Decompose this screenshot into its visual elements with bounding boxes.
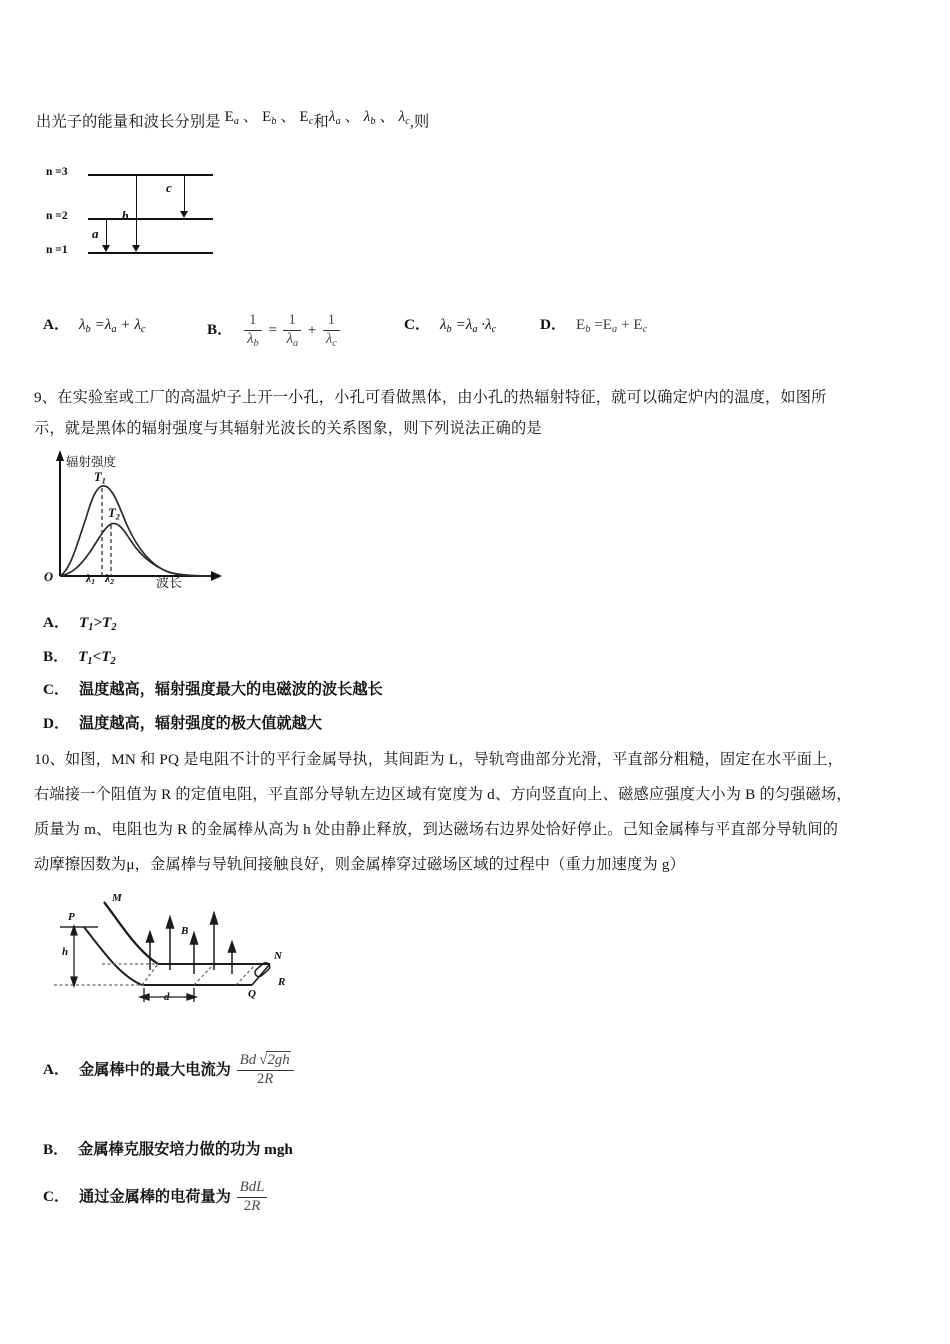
rail-label-p: P <box>68 911 75 923</box>
q8-option-a-label: A． <box>43 316 70 333</box>
q8-option-d[interactable] <box>540 313 647 335</box>
transition-arrow-a-head <box>102 245 110 252</box>
level-label-n2: n =2 <box>46 210 68 222</box>
q9-option-c-label: C． <box>43 681 70 698</box>
q10-option-a[interactable] <box>43 1053 296 1087</box>
q10-stem-line-1: 10、如图，MN 和 PQ 是电阻不计的平行金属导执，其间距为 L，导轨弯曲部分光滑，平直部分粗糙，固定在水平面上， <box>34 751 843 768</box>
q8-conjunction: 和 <box>313 113 329 131</box>
blackbody-x-axis-label: 波长 <box>156 575 183 590</box>
q9-stem-line-2: 示，就是黑体的辐射强度与其辐射光波长的关系图象，则下列说法正确的是 <box>34 420 542 437</box>
q10-option-b-text: 金属棒克服安培力做的功为 <box>78 1141 261 1158</box>
q8-option-a[interactable] <box>43 313 146 335</box>
rails-magnetic-field-diagram <box>46 892 296 1010</box>
q10-stem-line-3: 质量为 m、电阻也为 R 的金属棒从高为 h 处由静止释放，到达磁场右边界处恰好停止。己知金属棒与平直部分导轨间的 <box>34 821 839 838</box>
q10-option-b-label: B． <box>43 1141 69 1158</box>
field-label-b: B <box>181 925 189 937</box>
q9-option-b[interactable] <box>43 645 116 667</box>
transition-arrow-a-shaft <box>106 218 107 246</box>
transition-arrow-b-shaft <box>136 174 137 246</box>
q9-option-b-expr: $T_1<T_2$ <box>78 648 116 667</box>
q8-option-c[interactable] <box>404 313 496 335</box>
q9-option-a-label: A． <box>43 614 70 631</box>
q10-stem-line-2: 右端接一个阻值为 R 的定值电阻，平直部分导轨左边区域有宽度为 d、方向竖直向上、磁感应强度大小为 B 的匀强磁场， <box>34 786 852 803</box>
resistor-label-r: R <box>278 976 286 988</box>
q8-option-b-frac-2: $\frac{1}{\lambda_a}$ <box>283 313 301 349</box>
q10-option-b-value: mgh <box>264 1141 293 1158</box>
q8-option-d-label: D． <box>540 316 567 333</box>
q8-option-a-expr: $\lambda_b =\lambda_a + \lambda_c$ <box>78 316 146 335</box>
blackbody-origin-label: O <box>44 570 54 584</box>
q8-option-b-equals: = <box>267 321 278 339</box>
q9-option-d-label: D． <box>43 715 70 732</box>
q8-option-b-frac-3: $\frac{1}{\lambda_c}$ <box>323 313 340 349</box>
q8-stem-prefix: 出光子的能量和波长分别是 <box>36 113 221 131</box>
q8-symbol-group: $E_a$ 、 $E_b$ 、 $E_c$ <box>224 109 314 127</box>
q9-stem-line-1: 9、在实验室或工厂的高温炉子上开一小孔，小孔可看做黑体，由小孔的热辐射特征，就可以确定炉内的温度，如图所 <box>34 389 827 406</box>
blackbody-tick-label-lambda1: $\lambda_1$ <box>86 573 96 587</box>
q9-option-a[interactable] <box>43 611 117 633</box>
rails-diagram-svg <box>46 892 296 1010</box>
level-line-n3 <box>88 174 213 176</box>
blackbody-y-axis-label: 辐射强度 <box>66 455 117 469</box>
rail-label-q: Q <box>248 988 256 1000</box>
q8-option-c-expr: $\lambda_b =\lambda_a \cdot\lambda_c$ <box>439 316 497 335</box>
q8-option-b-frac-1: $\frac{1}{\lambda_b}$ <box>244 313 262 349</box>
transition-arrow-b-head <box>132 245 140 252</box>
q8-option-b-label: B． <box>207 321 233 339</box>
level-label-n1: n =1 <box>46 244 68 256</box>
q8-option-b-plus: + <box>306 321 318 339</box>
transition-label-b: b <box>122 208 129 223</box>
transition-arrow-c-shaft <box>184 174 185 212</box>
q10-option-c[interactable] <box>43 1180 269 1214</box>
q9-option-d-text: 温度越高，辐射强度的极大值就越大 <box>78 715 322 732</box>
q8-option-d-expr: $E_b =E_a + E_c$ <box>575 316 648 335</box>
q10-option-c-label: C． <box>43 1188 70 1206</box>
q10-option-a-text: 金属棒中的最大电流为 <box>78 1061 231 1079</box>
q8-stem-suffix: ,则 <box>409 113 430 131</box>
q10-option-c-formula: $\frac{\text{BdL}}{2R}$ <box>237 1180 268 1214</box>
q10-option-a-formula: $\frac{Bd √2gh}{2R}$ <box>237 1053 294 1087</box>
energy-level-diagram <box>40 146 240 274</box>
q10-stem-line-4: 动摩擦因数为μ，金属棒与导轨间接触良好，则金属棒穿过磁场区域的过程中（重力加速度为 g） <box>34 856 686 873</box>
transition-arrow-c-head <box>180 211 188 218</box>
q9-option-c[interactable] <box>43 678 383 699</box>
q8-lambda-group: $\lambda_a$ 、 $\lambda_b$ 、 $\lambda_c$ <box>328 109 410 127</box>
q9-option-b-label: B． <box>43 648 69 665</box>
rail-label-n: N <box>274 950 282 962</box>
q9-option-d[interactable] <box>43 712 322 733</box>
blackbody-curve-label-t1: $T_1$ <box>94 470 106 486</box>
blackbody-curve-label-t2: $T_2$ <box>108 506 120 522</box>
q8-option-c-label: C． <box>404 316 431 333</box>
level-line-n1 <box>88 252 213 254</box>
rail-label-m: M <box>112 892 122 904</box>
q9-option-a-expr: $T_1>T_2$ <box>78 614 117 633</box>
level-label-n3: n =3 <box>46 166 68 178</box>
q10-option-c-text: 通过金属棒的电荷量为 <box>78 1188 231 1206</box>
width-label-d: d <box>164 991 170 1003</box>
q9-option-c-text: 温度越高，辐射强度最大的电磁波的波长越长 <box>78 681 383 698</box>
q10-option-b[interactable] <box>43 1138 293 1159</box>
blackbody-tick-label-lambda2: $\lambda_2$ <box>105 573 115 587</box>
q8-option-b[interactable] <box>207 313 342 349</box>
q8-stem <box>36 106 429 134</box>
height-label-h: h <box>62 946 69 958</box>
q10-option-a-label: A． <box>43 1061 70 1079</box>
transition-label-c: c <box>166 180 172 195</box>
transition-label-a: a <box>92 226 99 241</box>
blackbody-radiation-chart <box>38 448 243 588</box>
